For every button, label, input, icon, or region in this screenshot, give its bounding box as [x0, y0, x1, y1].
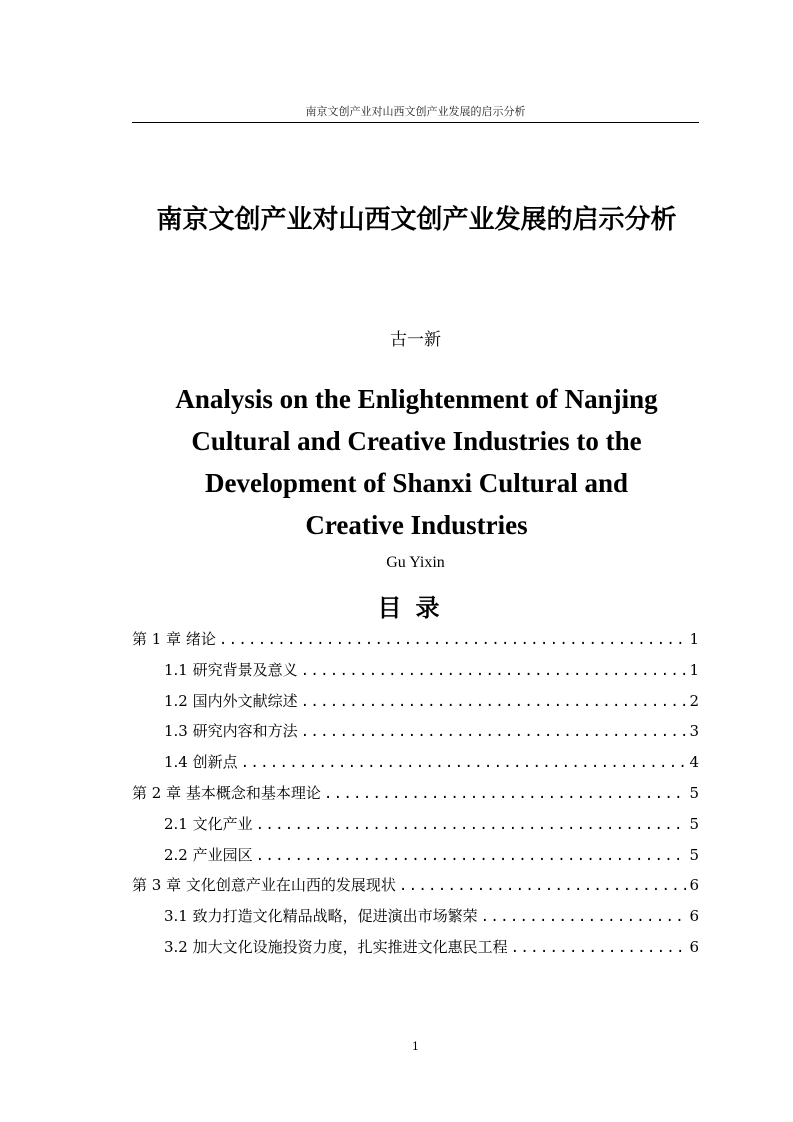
toc-leader-dots	[301, 663, 686, 679]
toc-entry[interactable]	[132, 905, 699, 936]
toc-entry-page: 2	[689, 691, 699, 710]
header-rule	[132, 122, 699, 123]
toc-leader-dots	[301, 694, 686, 710]
toc-leader-dots	[511, 940, 686, 956]
page-number: 1	[412, 1040, 419, 1053]
toc-leader-dots	[241, 755, 686, 771]
toc-entry[interactable]	[132, 844, 699, 875]
toc-leader-dots	[481, 909, 686, 925]
toc-entry[interactable]	[132, 628, 699, 659]
toc-leader-dots	[324, 786, 686, 802]
toc-entry[interactable]	[132, 782, 699, 813]
toc-entry-label: 3.1 致力打造文化精品战略，促进演出市场繁荣	[164, 907, 478, 926]
toc-entry-label: 1.1 研究背景及意义	[164, 660, 298, 679]
toc-entry[interactable]	[132, 813, 699, 844]
toc-entry-page: 1	[689, 630, 699, 648]
english-author: Gu Yixin	[386, 554, 445, 571]
chinese-title: 南京文创产业对山西文创产业发展的启示分析	[156, 205, 677, 235]
toc-entry[interactable]	[132, 690, 699, 721]
toc-entry[interactable]	[132, 720, 699, 751]
toc-entry-page: 1	[689, 660, 699, 679]
toc-entry-page: 4	[689, 753, 699, 772]
toc-entry-label: 1.3 研究内容和方法	[164, 722, 298, 741]
toc-leader-dots	[399, 878, 686, 894]
toc-entry-label: 第 2 章 基本概念和基本理论	[132, 783, 321, 802]
toc-entry-page: 5	[689, 814, 699, 833]
english-title-line: Creative Industries	[305, 510, 528, 540]
toc-leader-dots	[301, 724, 686, 740]
toc-entry-label: 第 1 章 绪论	[132, 630, 216, 648]
toc-entry-page: 6	[689, 876, 699, 895]
toc-entry-page: 5	[689, 783, 699, 802]
toc-entry-page: 3	[689, 722, 699, 741]
toc-heading: 目录	[377, 594, 454, 622]
toc-entry-label: 1.2 国内外文献综述	[164, 691, 298, 710]
toc-entry[interactable]	[132, 751, 699, 782]
toc-entry-page: 6	[689, 937, 699, 956]
english-title-line: Analysis on the Enlightenment of Nanjing	[175, 384, 658, 414]
toc-leader-dots	[256, 817, 686, 833]
toc-entry-label: 3.2 加大文化设施投资力度，扎实推进文化惠民工程	[164, 937, 508, 956]
chinese-author: 古一新	[390, 330, 441, 350]
toc-leader-dots	[219, 632, 686, 648]
toc-entry-page: 6	[689, 907, 699, 926]
toc-entry-label: 2.1 文化产业	[164, 814, 253, 833]
toc-entry-page: 5	[689, 845, 699, 864]
toc-entry-label: 1.4 创新点	[164, 753, 238, 772]
toc-entry[interactable]	[132, 874, 699, 905]
table-of-contents	[132, 628, 699, 967]
english-title-line: Cultural and Creative Industries to the	[191, 426, 642, 456]
toc-entry[interactable]	[132, 936, 699, 967]
running-header: 南京文创产业对山西文创产业发展的启示分析	[305, 105, 526, 118]
toc-entry-label: 第 3 章 文化创意产业在山西的发展现状	[132, 876, 396, 895]
toc-entry-label: 2.2 产业园区	[164, 845, 253, 864]
toc-leader-dots	[256, 848, 686, 864]
toc-entry[interactable]	[132, 659, 699, 690]
english-title	[120, 378, 713, 546]
english-title-line: Development of Shanxi Cultural and	[204, 468, 629, 498]
